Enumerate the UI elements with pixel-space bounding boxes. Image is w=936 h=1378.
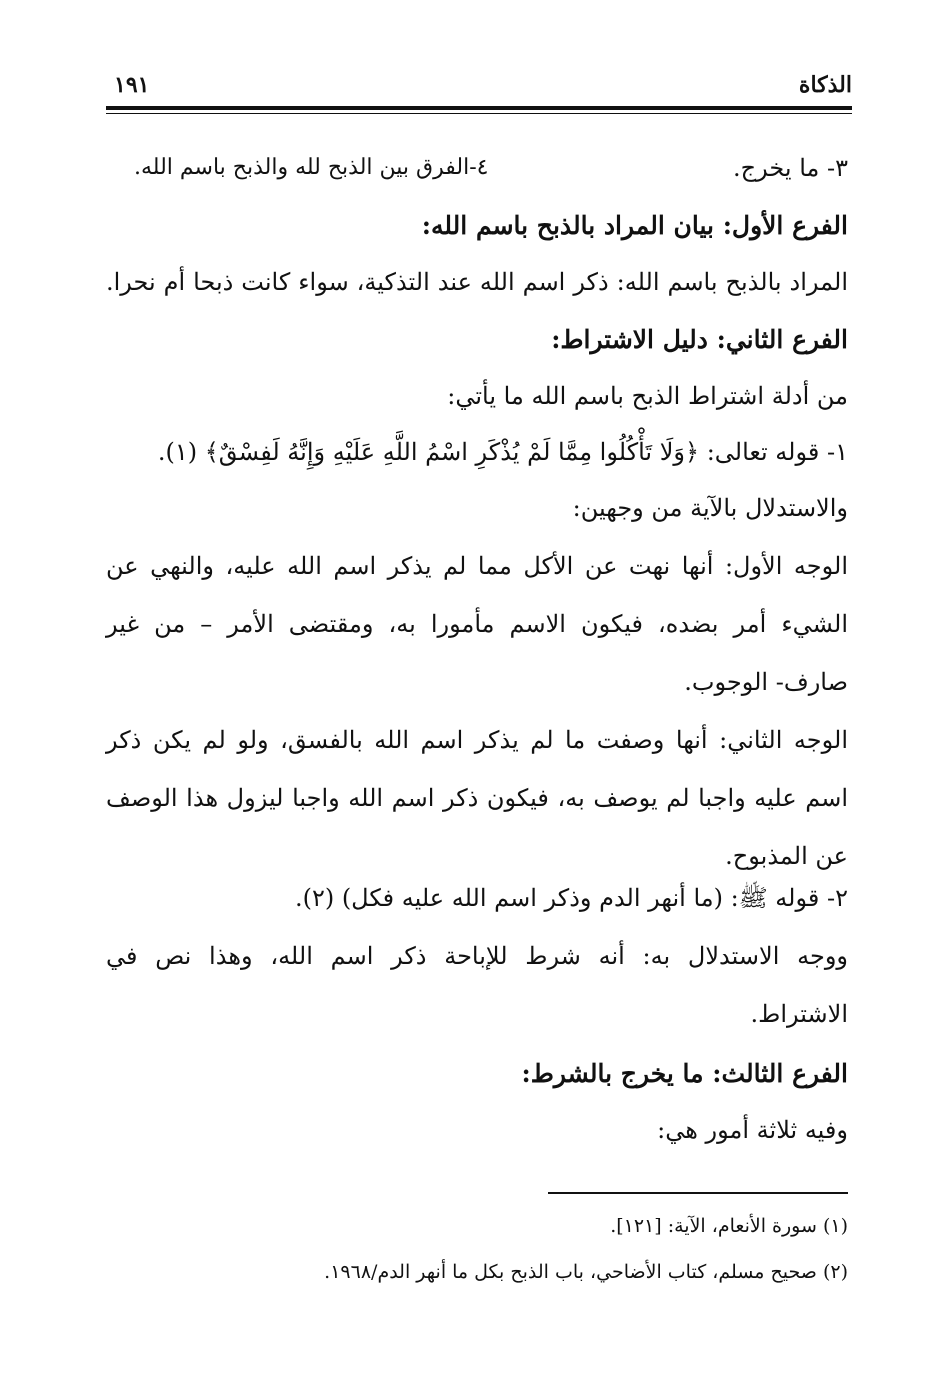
first-aspect-line-3: صارف- الوجوب.	[684, 668, 848, 696]
evidence-2-inference-line-2: الاشتراط.	[750, 1000, 848, 1028]
list-item-4: ٤-الفرق بين الذبح لله والذبح باسم الله.	[134, 155, 489, 180]
footnote-1: (١) سورة الأنعام، الآية: [١٢١].	[610, 1215, 848, 1237]
section-2-intro: من أدلة اشتراط الذبح باسم الله ما يأتي:	[447, 382, 848, 410]
page-number: ١٩١	[114, 72, 150, 98]
evidence-2-hadith: ٢- قوله ﷺ: (ما أنهر الدم وذكر اسم الله عليه فكل) (٢).	[294, 884, 848, 912]
section-3-heading: الفرع الثالث: ما يخرج بالشرط:	[521, 1059, 848, 1088]
first-aspect-line-1: الوجه الأول: أنها نهت عن الأكل مما لم يذكر اسم الله عليه، والنهي عن	[106, 552, 848, 580]
evidence-2-inference-line-1: ووجه الاستدلال به: أنه شرط للإباحة ذكر اسم الله، وهذا نص في	[106, 942, 848, 970]
header-rule-thick	[106, 106, 852, 110]
running-header	[108, 72, 852, 102]
first-aspect-line-2: الشيء أمر بضده، فيكون الاسم مأمورا به، ومقتضى الأمر – من غير	[106, 610, 848, 638]
footnote-separator	[548, 1192, 848, 1194]
section-2-heading: الفرع الثاني: دليل الاشتراط:	[551, 325, 848, 354]
footnote-2: (٢) صحيح مسلم، كتاب الأضاحي، باب الذبح بكل ما أنهر الدم/١٩٦٨.	[324, 1261, 848, 1283]
inference-intro: والاستدلال بالآية من وجهين:	[572, 494, 848, 522]
section-1-text: المراد بالذبح باسم الله: ذكر اسم الله عند التذكية، سواء كانت ذبحا أم نحرا.	[106, 268, 849, 296]
list-item-3: ٣- ما يخرج.	[733, 154, 848, 182]
section-1-heading: الفرع الأول: بيان المراد بالذبح باسم الله:	[421, 211, 848, 240]
section-3-intro: وفيه ثلاثة أمور هي:	[657, 1116, 848, 1144]
evidence-1-quran-verse: ١- قوله تعالى: ﴿وَلَا تَأْكُلُوا مِمَّا لَمْ يُذْكَرِ اسْمُ اللَّهِ عَلَيْهِ وَإِنَّهُ لَفِسْقٌ﴾ (١).	[157, 438, 848, 466]
second-aspect-line-3: عن المذبوح.	[725, 842, 848, 870]
second-aspect-line-1: الوجه الثاني: أنها وصفت ما لم يذكر اسم الله بالفسق، ولو لم يكن ذكر	[106, 726, 848, 754]
second-aspect-line-2: اسم عليه واجبا لم يوصف به، فيكون ذكر اسم الله واجبا ليزول هذا الوصف	[106, 784, 848, 812]
chapter-title: الذكاة	[798, 72, 852, 98]
header-rule-thin	[106, 113, 852, 114]
